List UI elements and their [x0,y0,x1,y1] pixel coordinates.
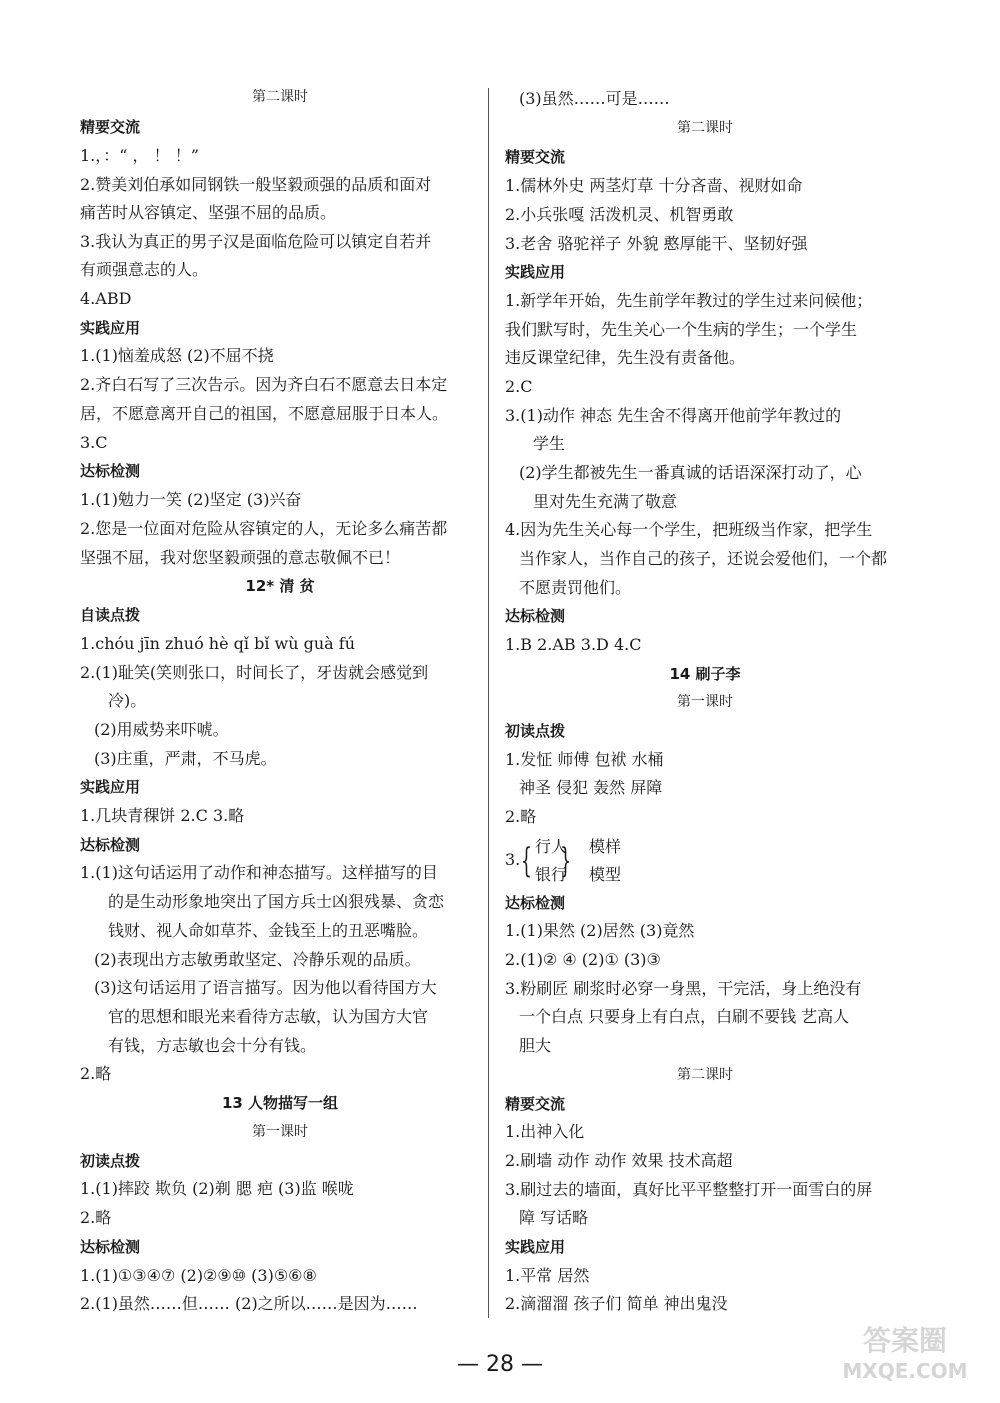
answer-line: 一个白点 只要身上有白点，白刷不要钱 艺高人 [519,1007,850,1026]
answer-line: 3.老舍 骆驼祥子 外貌 憨厚能干、坚韧好强 [505,234,808,253]
answer-line: 1.发怔 师傅 包袱 水桶 [505,750,664,769]
answer-line: 2.略 [80,1208,112,1227]
answer-line: 1.平常 居然 [505,1266,590,1285]
answer-line: 4.ABD [80,289,132,308]
lesson-heading: 第二课时 [252,89,308,105]
answer-line: (2)表现出方志敏勇敢坚定、冷静乐观的品质。 [94,950,421,969]
answer-line: (3)庄重，严肃，不马虎。 [94,749,277,768]
lesson-title: 13 人物描写一组 [221,1094,339,1112]
answer-line: 3.(1)动作 神态 先生舍不得离开他前学年教过的 [505,406,842,425]
lesson-heading: 第二课时 [677,120,733,136]
lesson-title: 12* 清 贫 [245,577,315,595]
answer-number: 3. [505,850,521,869]
answer-line: 1.出神入化 [505,1122,585,1141]
answer-line: 2.(1)耻笑(笑则张口，时间长了，牙齿就会感觉到 [80,663,429,682]
watermark-logo [830,1318,980,1388]
answer-line: 2.您是一位面对危险从容镇定的人，无论多么痛苦都 [80,519,448,538]
lesson-title: 14 刷子李 [669,665,741,683]
word-item: 模型 [589,865,622,884]
answer-line: 2.齐白石写了三次告示。因为齐白石不愿意去日本定 [80,375,448,394]
answer-line: (3)虽然……可是…… [519,89,670,108]
section-heading: 精要交流 [505,1095,566,1113]
section-heading: 达标检测 [80,836,141,854]
answer-line: 1.，：“ ， ！ ！” [80,146,199,165]
answer-line: 2.(1)② ④ (2)① (3)③ [505,950,661,969]
answer-line: 的是生动形象地突出了国方兵士凶狠残暴、贪恋 [108,892,445,911]
answer-line: 3.C [80,433,108,452]
answer-line: 1.(1)勉力一笑 (2)坚定 (3)兴奋 [80,490,302,509]
answer-line: 1.(1)这句话运用了动作和神态描写。这样描写的目 [80,863,438,882]
answer-line: 2.C [505,377,533,396]
answer-line: 坚强不屈，我对您坚毅顽强的意志敬佩不已！ [80,548,401,567]
answer-line: 2.赞美刘伯承如同钢铁一般坚毅顽强的品质和面对 [80,175,432,194]
answer-line: 3.粉刷匠 刷浆时必穿一身黑，干完活，身上绝没有 [505,979,862,998]
answer-line: 有钱，方志敏也会十分有钱。 [108,1036,317,1055]
answer-line: 3.刷过去的墙面，真好比平平整整打开一面雪白的屏 [505,1180,873,1199]
answer-line: 1.chóu jīn zhuó hè qǐ bǐ wù guà fú [80,634,356,653]
answer-line: 官的思想和眼光来看待方志敏，认为国方大官 [108,1007,429,1026]
answer-line: 不愿责罚他们。 [519,578,632,597]
answer-line: 1.(1)恼羞成怒 (2)不屈不挠 [80,346,274,365]
answer-line: 神圣 侵犯 轰然 屏障 [519,778,663,797]
watermark-bottom-text: MXQE.COM [842,1359,968,1383]
answer-line: 2.略 [80,1064,112,1083]
right-brace: { [560,841,571,881]
answer-line: 1.(1)①③④⑦ (2)②⑨⑩ (3)⑤⑥⑧ [80,1266,317,1285]
answer-line: 1.几块青稞饼 2.C 3.略 [80,806,245,825]
answer-line: 违反课堂纪律，先生没有责备他。 [505,348,746,367]
word-item: 行人 [535,837,568,856]
answer-line: (2)用威势来吓唬。 [94,720,229,739]
section-heading: 初读点拨 [80,1152,141,1170]
answer-line: 障 写话略 [519,1208,589,1227]
answer-line: 冷)。 [108,691,147,710]
answer-line: 钱财、视人命如草芥、金钱至上的丑恶嘴脸。 [108,921,429,940]
word-item: 模样 [589,837,622,856]
answer-line: 里对先生充满了敬意 [533,492,678,511]
answer-line: 2.滴溜溜 孩子们 简单 神出鬼没 [505,1294,728,1313]
section-heading: 精要交流 [505,148,566,166]
answer-line: 有顽强意志的人。 [80,260,209,279]
section-heading: 达标检测 [505,894,566,912]
answer-line: 1.(1)摔跤 欺负 (2)剃 腮 疤 (3)监 喉咙 [80,1179,354,1198]
section-heading: 实践应用 [80,778,141,796]
section-heading: 实践应用 [505,263,566,281]
answer-line: 1.儒林外史 两茎灯草 十分吝啬、视财如命 [505,176,803,195]
section-heading: 实践应用 [505,1238,566,1256]
section-heading: 自读点拨 [80,606,141,624]
section-heading: 达标检测 [505,607,566,625]
section-heading: 初读点拨 [505,722,566,740]
answer-line: 居，不愿意离开自己的祖国，不愿意屈服于日本人。 [80,404,449,423]
lesson-heading: 第一课时 [252,1124,308,1140]
answer-line: 1.B 2.AB 3.D 4.C [505,635,642,654]
answer-line: 学生 [533,434,566,453]
answer-line: 2.略 [505,807,537,826]
answer-line: (3)这句话运用了语言描写。因为他以看待国方大 [94,978,437,997]
answer-line: (2)学生都被先生一番真诚的话语深深打动了，心 [519,463,862,482]
answer-line: 痛苦时从容镇定、坚强不屈的品质。 [80,203,337,222]
lesson-heading: 第一课时 [677,694,733,710]
page-number: — 28 — [457,1352,543,1377]
watermark-top-text: 答案圈 [862,1324,948,1357]
answer-line: 当作家人，当作自己的孩子，还说会爱他们，一个都 [519,549,888,568]
section-heading: 精要交流 [80,118,141,136]
section-heading: 达标检测 [80,462,141,480]
answer-line: 1.新学年开始，先生前学年教过的学生过来问候他； [505,291,873,310]
answer-line: 1.(1)果然 (2)居然 (3)竟然 [505,921,695,940]
word-group-diagram [505,834,685,894]
lesson-heading: 第二课时 [677,1067,733,1083]
answer-line: 胆大 [519,1036,552,1055]
answer-line: 2.刷墙 动作 动作 效果 技术高超 [505,1151,733,1170]
section-heading: 实践应用 [80,319,141,337]
column-divider [488,88,489,1318]
answer-line: 2.(1)虽然……但…… (2)之所以……是因为…… [80,1294,418,1313]
left-brace: { [521,841,532,881]
section-heading: 达标检测 [80,1238,141,1256]
answer-line: 3.我认为真正的男子汉是面临危险可以镇定自若并 [80,232,432,251]
answer-line: 4.因为先生关心每一个学生，把班级当作家，把学生 [505,520,873,539]
answer-line: 我们默写时，先生关心一个生病的学生；一个学生 [505,320,858,339]
answer-line: 2.小兵张嘎 活泼机灵、机智勇敢 [505,205,734,224]
word-item: 银行 [535,865,568,884]
